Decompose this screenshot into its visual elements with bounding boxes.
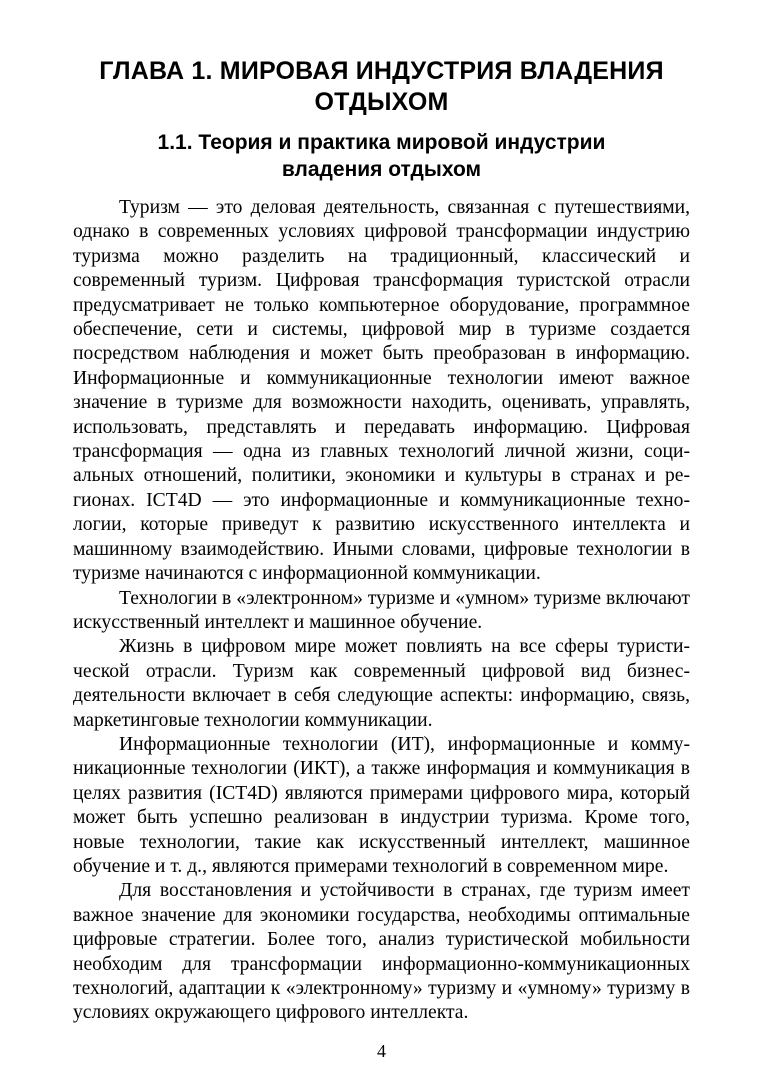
paragraph: Для восстановления и устойчивости в странах, где туризм имеет важное значение для экономики государства, необходимы оптимальные цифровые стратегии. Более того, анализ туристической мобильности необходим для трансформации информационно-коммуникационных технологий, адаптации к «электронному» туризму и «умному» туризму в условиях окружающего цифрового интеллекта. [73, 880, 690, 1024]
paragraph: Информационные технологии (ИТ), информационные и коммуникационные технологии (ИКТ), а также информация и коммуникация в целях развития (ICT4D) являются примерами цифрового мира, который может быть успешно реализован в индустрии туризма. Кроме того, новые технологии, такие как искусственный интеллект, машинное обучение и т. д., являются примерами технологий в современном мире. [73, 733, 690, 877]
page-number: 4 [377, 1041, 386, 1061]
paragraph: Туризм — это деловая деятельность, связанная с путешествиями, однако в современных условиях цифровой трансформации индустрию туризма можно разделить на традиционный, классический и современный туризм. Цифровая трансформация туристской отрасли предусматривает не только компьютерное оборудование, программное обеспечение, сети и системы, цифровой мир в туризме создается посредством наблюдения и может быть преобразован в информацию. Информационные и коммуникационные технологии имеют важное значение в туризме для возможности находить, оценивать, управлять, использовать, представлять и передавать информацию. Цифровая трансформация — одна из главных технологий личной жизни, социальных отношений, политики, экономики и культуры в странах и регионах. ICT4D — это информационные и коммуникационные технологии, которые приведут к развитию искусственного интеллекта и машинному взаимодействию. Иными словами, цифровые технологии в туризме начинаются с информационной коммуникации. [73, 197, 690, 585]
paragraph: Жизнь в цифровом мире может повлиять на все сферы туристической отрасли. Туризм как современный цифровой вид бизнес-деятельности включает в себя следующие аспекты: информацию, связь, маркетинговые технологии коммуникации. [73, 636, 690, 731]
paragraph: Технологии в «электронном» туризме и «умном» туризме включают искусственный интеллект и машинное обучение. [73, 587, 690, 633]
chapter-title [60, 56, 703, 118]
chapter-title-line-2: ОТДЫХОМ [314, 88, 449, 116]
chapter-title-line-1: ГЛАВА 1. МИРОВАЯ ИНДУСТРИЯ ВЛАДЕНИЯ [99, 57, 664, 85]
body-text [73, 196, 690, 1026]
section-title-line-1: 1.1. Теория и практика мировой индустрии [157, 131, 606, 154]
section-title-line-2: владения отдыхом [281, 158, 482, 181]
section-title [60, 129, 703, 183]
